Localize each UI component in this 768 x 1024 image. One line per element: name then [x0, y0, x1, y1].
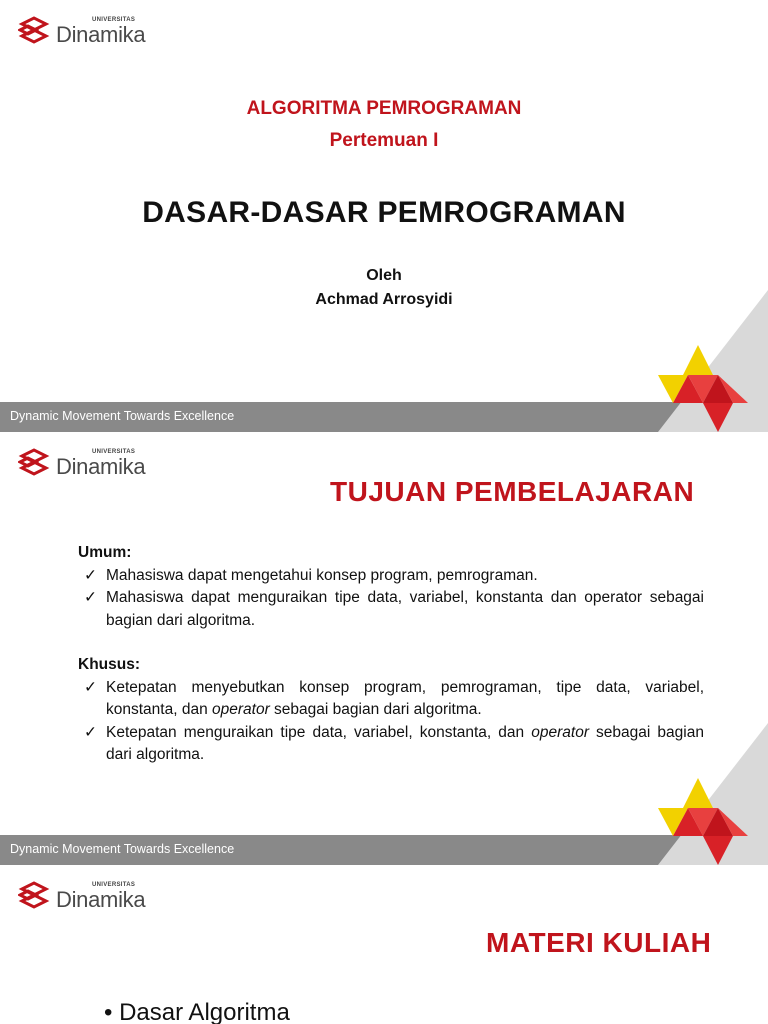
list-item: • Dasar Algoritma: [104, 999, 290, 1024]
dinamika-logo: [18, 14, 158, 50]
meeting-label: Pertemuan I: [329, 130, 439, 151]
slide-main-title: DASAR-DASAR PEMROGRAMAN: [142, 196, 626, 229]
check-icon: ✓: [84, 678, 97, 696]
dinamika-logo-icon: [18, 446, 54, 482]
list-item: ✓ Mahasiswa dapat mengetahui konsep program, pemrograman.: [78, 565, 704, 588]
logo-univ-text: UNIVERSITAS: [92, 449, 136, 455]
section-title: TUJUAN PEMBELAJARAN: [330, 476, 695, 507]
author-name: Achmad Arrosyidi: [315, 291, 453, 308]
check-icon: ✓: [84, 723, 97, 741]
slide-materials: [0, 865, 768, 1024]
by-label: Oleh: [366, 267, 402, 284]
logo-name-text: Dinamika: [56, 454, 146, 479]
umum-list: [78, 565, 704, 633]
khusus-heading: Khusus:: [78, 656, 140, 673]
umum-heading: Umum:: [78, 544, 132, 561]
check-icon: ✓: [84, 566, 97, 584]
section-title: MATERI KULIAH: [486, 927, 712, 958]
list-item: ✓ Ketepatan menguraikan tipe data, variabel, konstanta, dan operator sebagai bagian dari algoritma.: [84, 723, 704, 763]
logo-name-text: Dinamika: [56, 22, 146, 47]
footer-tagline: Dynamic Movement Towards Excellence: [10, 409, 235, 423]
course-title: ALGORITMA PEMROGRAMAN: [246, 98, 522, 119]
objectives-content: [78, 542, 704, 767]
slide-title: [0, 0, 768, 432]
list-item: ✓ Ketepatan menyebutkan konsep program, pemrograman, tipe data, variabel, konstanta, dan operator sebagai bagian dari algoritma.: [84, 678, 704, 718]
triangle-decoration-icon: [618, 723, 768, 865]
list-item: ✓ Mahasiswa dapat menguraikan tipe data, variabel, konstanta dan operator sebagai bagian dari algoritma.: [84, 589, 704, 629]
dinamika-logo: [18, 879, 158, 915]
logo-univ-text: UNIVERSITAS: [92, 17, 136, 23]
triangle-decoration-icon: [618, 290, 768, 432]
check-icon: ✓: [84, 589, 97, 606]
logo-name-text: Dinamika: [56, 887, 146, 912]
dinamika-logo: [18, 446, 158, 482]
footer-tagline: Dynamic Movement Towards Excellence: [10, 842, 235, 856]
slide-objectives: [0, 432, 768, 865]
khusus-list: [78, 677, 704, 767]
dinamika-logo-icon: [18, 879, 54, 915]
logo-univ-text: UNIVERSITAS: [92, 882, 136, 888]
dinamika-logo-icon: [18, 14, 54, 50]
